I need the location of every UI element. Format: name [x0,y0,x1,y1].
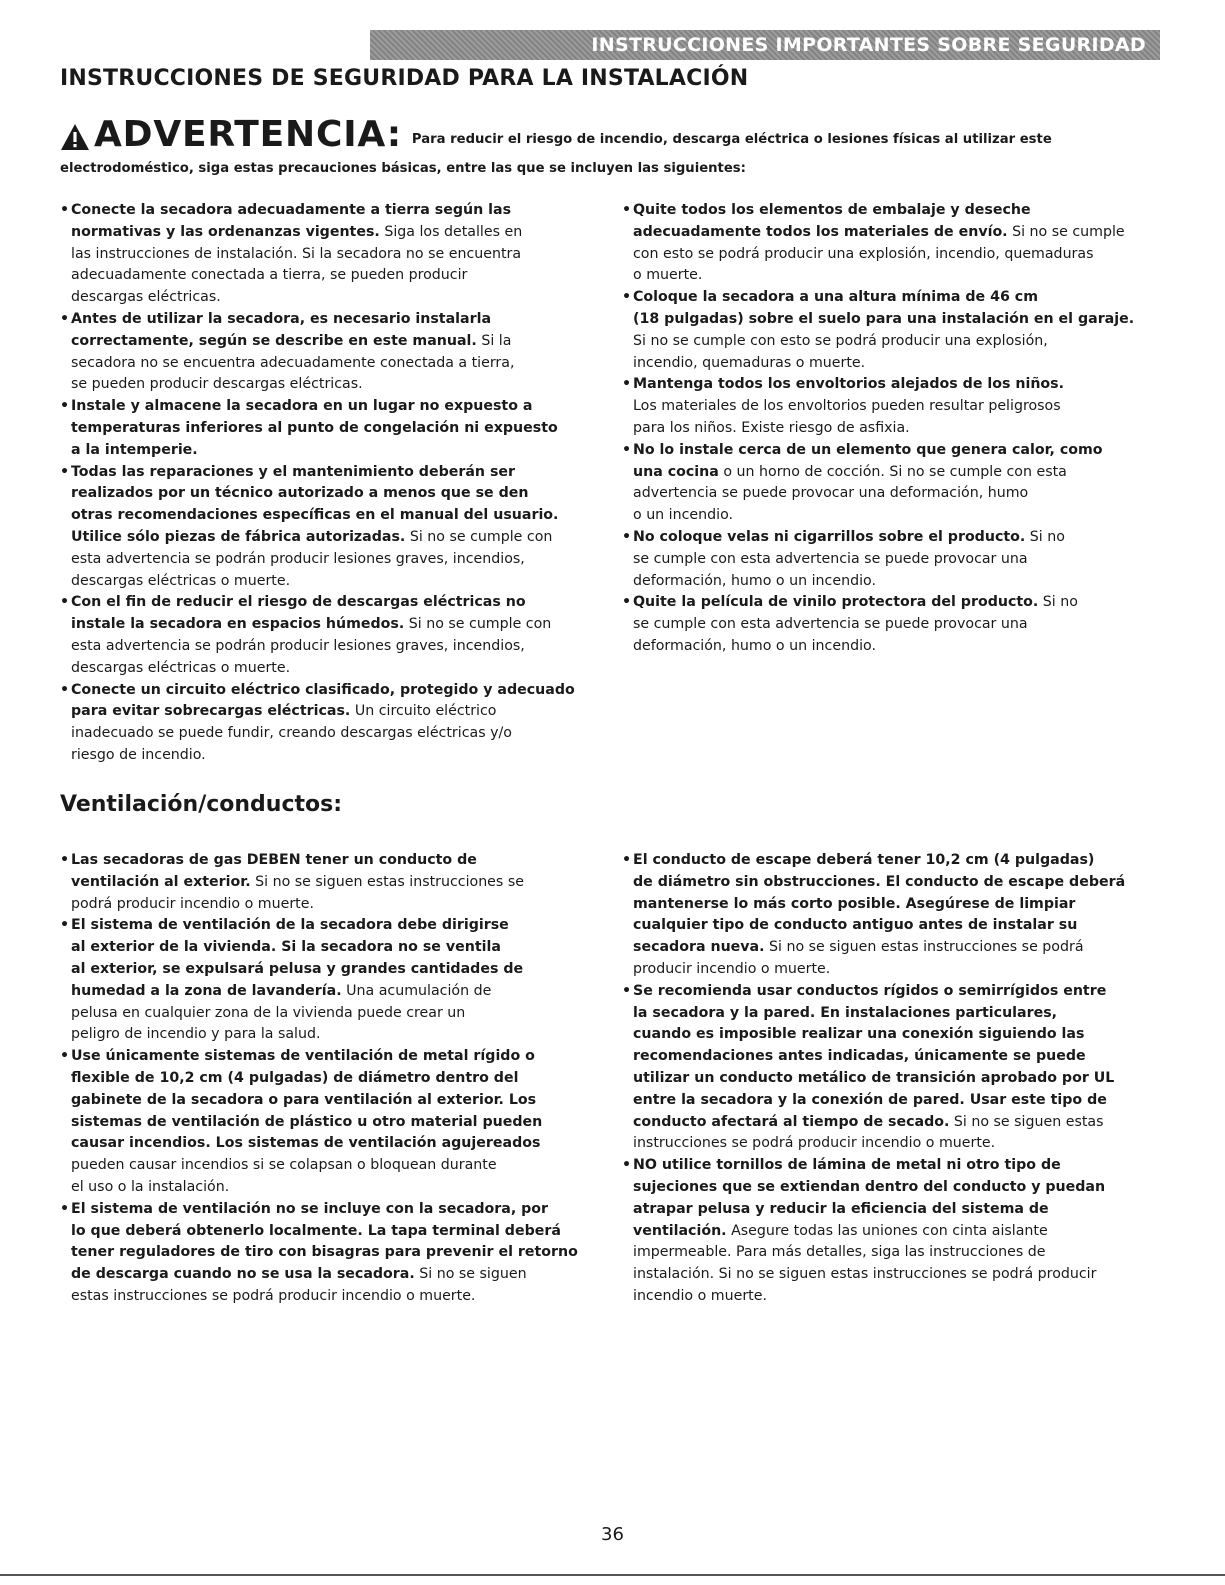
bold-text: Conecte la secadora adecuadamente a tierra según las [71,202,512,218]
body-text: Si no se siguen [414,1266,527,1283]
bold-text: utilizar un conducto metálico de transición aprobado por UL [633,1069,1115,1086]
bold-text: (18 pulgadas) sobre el suelo para una instalación en el garaje. [633,310,1135,327]
body-text: esta advertencia se podrán producir lesiones graves, incendios, [71,550,525,567]
bold-text: Todas las reparaciones y el mantenimiento deberán ser [71,463,516,480]
list-item [622,200,1172,287]
bold-text: Las secadoras de gas DEBEN tener un conducto de [71,852,477,868]
text-line [633,1068,1172,1090]
bold-text: El conducto de escape deberá tener 10,2 cm (4 pulgadas) [633,852,1095,868]
text-line [633,1133,1172,1155]
bold-text: Mantenga todos los envoltorios alejados de los niños. [633,376,1065,393]
bold-text: ventilación. [633,1222,727,1239]
bold-text: conducto afectará al tiempo de secado. [633,1113,950,1130]
vent-left-column [60,850,600,1308]
list-item [60,396,600,461]
body-text: Si no se siguen estas instrucciones se [250,873,524,890]
bold-text: sujeciones que se extiendan dentro del conducto y puedan [633,1178,1106,1195]
text-line [71,374,600,396]
bold-text: Se recomienda usar conductos rígidos o semirrígidos entre [633,982,1107,999]
text-line [633,1090,1172,1112]
bold-text: correctamente, según se describe en este manual. [71,332,477,349]
bullet-icon: • [60,398,70,415]
text-line [633,309,1172,331]
body-text: Si no se siguen estas instrucciones se podrá [764,939,1084,956]
body-text: para los niños. Existe riesgo de asfixia. [633,419,910,436]
body-text: con esto se podrá producir una explosión, incendio, quemaduras [633,245,1094,262]
bold-text: Use únicamente sistemas de ventilación de metal rígido o [71,1048,535,1065]
text-line [633,527,1172,549]
bold-text: Utilice sólo piezas de fábrica autorizadas. [71,528,406,545]
body-text: adecuadamente conectada a tierra, se pueden producir [71,267,468,284]
bold-text: humedad a la zona de lavandería. [71,982,342,999]
bold-text: gabinete de la secadora o para ventilación al exterior. Los [71,1091,537,1108]
bullet-icon: • [622,289,632,306]
text-line [633,462,1172,484]
body-text: se cumple con esta advertencia se puede provocar una [633,550,1028,567]
install-right-column [622,200,1172,658]
section-title: INSTRUCCIONES DE SEGURIDAD PARA LA INSTALACIÓN [60,66,749,91]
text-line [71,287,600,309]
text-line [71,1264,600,1286]
body-text: Siga los detalles en [379,223,523,240]
vent-right-column [622,850,1172,1308]
body-text: se pueden producir descargas eléctricas. [71,376,363,393]
bottom-rule [0,1574,1225,1576]
body-text: peligro de incendio y para la salud. [71,1026,321,1043]
text-line [633,1199,1172,1221]
text-line [71,1068,600,1090]
bold-text: Con el fin de reducir el riesgo de descargas eléctricas no [71,594,526,611]
text-line [71,396,600,418]
text-line [71,1221,600,1243]
text-line [71,527,600,549]
body-text: Si no se cumple [1007,223,1125,240]
list-item [622,374,1172,439]
text-line [71,1155,600,1177]
bullet-icon: • [622,528,632,545]
bullet-icon: • [60,1048,70,1065]
list-item [622,592,1172,657]
bold-text: atrapar pelusa y reducir la eficiencia del sistema de [633,1200,1049,1217]
bold-text: El sistema de ventilación de la secadora debe dirigirse [71,917,509,934]
text-line [71,200,600,222]
text-line [71,592,600,614]
bold-text: instale la secadora en espacios húmedos. [71,616,405,633]
text-line [71,1090,600,1112]
body-text: inadecuado se puede fundir, creando descargas eléctricas y/o [71,725,512,742]
text-line [71,981,600,1003]
text-line [71,1242,600,1264]
bullet-icon: • [622,982,632,999]
text-line [633,483,1172,505]
text-line [71,872,600,894]
text-line [71,244,600,266]
body-text: Una acumulación de [341,982,492,999]
text-line [633,1112,1172,1134]
text-line [71,701,600,723]
bold-text: al exterior, se expulsará pelusa y grandes cantidades de [71,960,524,977]
text-line [71,1286,600,1308]
bullet-icon: • [622,376,632,393]
text-line [633,1264,1172,1286]
text-line [71,265,600,287]
text-line [633,981,1172,1003]
bold-text: entre la secadora y la conexión de pared. Usar este tipo de [633,1091,1107,1108]
bold-text: tener reguladores de tiro con bisagras para prevenir el retorno [71,1244,578,1261]
text-line [633,894,1172,916]
text-line [71,1024,600,1046]
body-text: deformación, humo o un incendio. [633,572,876,589]
body-text: pueden causar incendios si se colapsan o bloquean durante [71,1157,497,1174]
bold-text: otras recomendaciones específicas en el manual del usuario. [71,507,559,524]
list-item [60,1046,600,1199]
page-number: 36 [601,1524,624,1545]
text-line [633,1155,1172,1177]
bold-text: a la intemperie. [71,441,198,458]
list-item [60,462,600,593]
bullet-icon: • [60,202,70,218]
body-text: Si no [1038,594,1078,611]
text-line [633,592,1172,614]
bold-text: Instale y almacene la secadora en un lugar no expuesto a [71,398,533,415]
text-line [71,1177,600,1199]
bold-text: ventilación al exterior. [71,873,251,890]
bold-text: al exterior de la vivienda. Si la secadora no se ventila [71,939,501,956]
text-line [71,505,600,527]
bullet-icon: • [622,594,632,611]
body-text: Si no se siguen estas [949,1113,1104,1130]
bold-text: para evitar sobrecargas eléctricas. [71,703,351,720]
text-line [71,850,600,872]
bold-text: cualquier tipo de conducto antiguo antes de instalar su [633,917,1078,934]
text-line [71,353,600,375]
text-line [71,636,600,658]
list-item [60,309,600,396]
bold-text: cuando es imposible realizar una conexión siguiendo las [633,1026,1085,1043]
list-item [60,915,600,1046]
body-text: Si la [476,332,512,349]
body-text: se cumple con esta advertencia se puede provocar una [633,616,1028,633]
bold-text: secadora nueva. [633,939,765,956]
text-line [633,872,1172,894]
bold-text: El sistema de ventilación no se incluye con la secadora, por [71,1200,549,1217]
text-line [71,222,600,244]
bold-text: de diámetro sin obstrucciones. El conducto de escape deberá [633,873,1126,890]
warning-text-line2: electrodoméstico, siga estas precauciones básicas, entre las que se incluyen las siguientes: [60,161,746,176]
text-line [71,331,600,353]
list-item [622,1155,1172,1308]
install-left-column [60,200,600,767]
body-text: impermeable. Para más detalles, siga las instrucciones de [633,1244,1046,1261]
text-line [71,418,600,440]
body-text: descargas eléctricas. [71,289,221,306]
bullet-icon: • [60,463,70,480]
bold-text: de descarga cuando no se usa la secadora. [71,1266,415,1283]
text-line [633,1024,1172,1046]
text-line [633,200,1172,222]
body-text: incendio, quemaduras o muerte. [633,354,866,371]
text-line [71,1133,600,1155]
body-text: secadora no se encuentra adecuadamente conectada a tierra, [71,354,515,371]
list-item [60,592,600,679]
text-line [633,287,1172,309]
bullet-icon: • [622,1157,632,1174]
body-text: estas instrucciones se podrá producir incendio o muerte. [71,1287,476,1304]
body-text: advertencia se puede provocar una deformación, humo [633,485,1029,502]
text-line [633,331,1172,353]
bold-text: una cocina [633,463,719,480]
text-line [71,571,600,593]
text-line [633,440,1172,462]
warning-text-line1: Para reducir el riesgo de incendio, descarga eléctrica o lesiones físicas al utilizar este [411,132,1052,147]
bold-text: Quite la película de vinilo protectora del producto. [633,594,1039,611]
body-text: pelusa en cualquier zona de la vivienda puede crear un [71,1004,466,1021]
text-line [633,222,1172,244]
body-text: Si no [1025,528,1065,545]
bold-text: lo que deberá obtenerlo localmente. La tapa terminal deberá [71,1222,561,1239]
body-text: instrucciones se podrá producir incendio o muerte. [633,1135,996,1152]
body-text: las instrucciones de instalación. Si la secadora no se encuentra [71,245,522,262]
header-banner: INSTRUCCIONES IMPORTANTES SOBRE SEGURIDAD [370,30,1160,60]
bullet-icon: • [60,917,70,934]
list-item [60,1199,600,1308]
text-line [71,915,600,937]
warning-block [60,116,1160,180]
text-line [71,462,600,484]
body-text: descargas eléctricas o muerte. [71,572,291,589]
text-line [633,374,1172,396]
body-text: o un incendio. [633,507,734,524]
list-item [622,850,1172,981]
text-line [71,658,600,680]
bold-text: recomendaciones antes indicadas, únicamente se puede [633,1048,1086,1065]
bullet-icon: • [60,852,70,868]
text-line [633,396,1172,418]
bullet-icon: • [622,852,632,868]
text-line [71,1112,600,1134]
body-text: producir incendio o muerte. [633,960,831,977]
bold-text: adecuadamente todos los materiales de envío. [633,223,1008,240]
bold-text: la secadora y la pared. En instalaciones particulares, [633,1004,1058,1021]
text-line [71,745,600,767]
body-text: Si no se cumple con esto se podrá producir una explosión, [633,332,1048,349]
text-line [71,483,600,505]
list-item [60,680,600,767]
text-line [633,1286,1172,1308]
bold-text: temperaturas inferiores al punto de congelación ni expuesto [71,419,558,436]
text-line [633,418,1172,440]
text-line [71,959,600,981]
bullet-icon: • [622,202,632,218]
list-item [60,850,600,915]
body-text: deformación, humo o un incendio. [633,637,876,654]
text-line [71,894,600,916]
warning-heading: ADVERTENCIA: [94,114,402,155]
text-line [633,505,1172,527]
text-line [633,1003,1172,1025]
list-item [622,527,1172,592]
text-line [71,723,600,745]
body-text: o un horno de cocción. Si no se cumple con esta [718,463,1067,480]
text-line [633,915,1172,937]
text-line [71,1046,600,1068]
bold-text: realizados por un técnico autorizado a menos que se den [71,485,529,502]
text-line [633,850,1172,872]
text-line [71,680,600,702]
text-line [633,571,1172,593]
list-item [622,981,1172,1155]
text-line [633,959,1172,981]
text-line [633,614,1172,636]
text-line [71,614,600,636]
bullet-icon: • [622,441,632,458]
body-text: Un circuito eléctrico [350,703,497,720]
bold-text: Conecte un circuito eléctrico clasificado, protegido y adecuado [71,681,575,698]
ventilation-title: Ventilación/conductos: [60,792,343,817]
bold-text: Antes de utilizar la secadora, es necesario instalarla [71,310,492,327]
body-text: incendio o muerte. [633,1287,767,1304]
bullet-icon: • [60,594,70,611]
text-line [71,549,600,571]
bold-text: Quite todos los elementos de embalaje y deseche [633,202,1031,218]
text-line [633,937,1172,959]
list-item [60,200,600,309]
bullet-icon: • [60,310,70,327]
bold-text: No lo instale cerca de un elemento que genera calor, como [633,441,1103,458]
body-text: el uso o la instalación. [71,1178,230,1195]
text-line [633,1177,1172,1199]
text-line [633,636,1172,658]
text-line [633,244,1172,266]
text-line [71,309,600,331]
body-text: podrá producir incendio o muerte. [71,895,314,912]
body-text: Los materiales de los envoltorios pueden resultar peligrosos [633,398,1061,415]
bold-text: sistemas de ventilación de plástico u otro material pueden [71,1113,543,1130]
text-line [71,1199,600,1221]
bullet-icon: • [60,1200,70,1217]
text-line [71,440,600,462]
bold-text: No coloque velas ni cigarrillos sobre el producto. [633,528,1026,545]
body-text: esta advertencia se podrán producir lesiones graves, incendios, [71,637,525,654]
text-line [633,1046,1172,1068]
text-line [71,1003,600,1025]
bold-text: causar incendios. Los sistemas de ventilación agujereados [71,1135,541,1152]
body-text: descargas eléctricas o muerte. [71,659,291,676]
bullet-icon: • [60,681,70,698]
text-line [71,937,600,959]
warning-triangle-icon [60,123,90,151]
body-text: riesgo de incendio. [71,746,206,763]
body-text: o muerte. [633,267,703,284]
body-text: Si no se cumple con [404,616,552,633]
text-line [633,1221,1172,1243]
body-text: Asegure todas las uniones con cinta aislante [726,1222,1048,1239]
body-text: Si no se cumple con [405,528,553,545]
text-line [633,1242,1172,1264]
list-item [622,287,1172,374]
bold-text: NO utilice tornillos de lámina de metal ni otro tipo de [633,1157,1061,1174]
bold-text: mantenerse lo más corto posible. Asegúrese de limpiar [633,895,1076,912]
bold-text: Coloque la secadora a una altura mínima de 46 cm [633,289,1038,306]
text-line [633,265,1172,287]
body-text: instalación. Si no se siguen estas instrucciones se podrá producir [633,1266,1097,1283]
text-line [633,353,1172,375]
bold-text: normativas y las ordenanzas vigentes. [71,223,380,240]
text-line [633,549,1172,571]
bold-text: flexible de 10,2 cm (4 pulgadas) de diámetro dentro del [71,1069,519,1086]
list-item [622,440,1172,527]
